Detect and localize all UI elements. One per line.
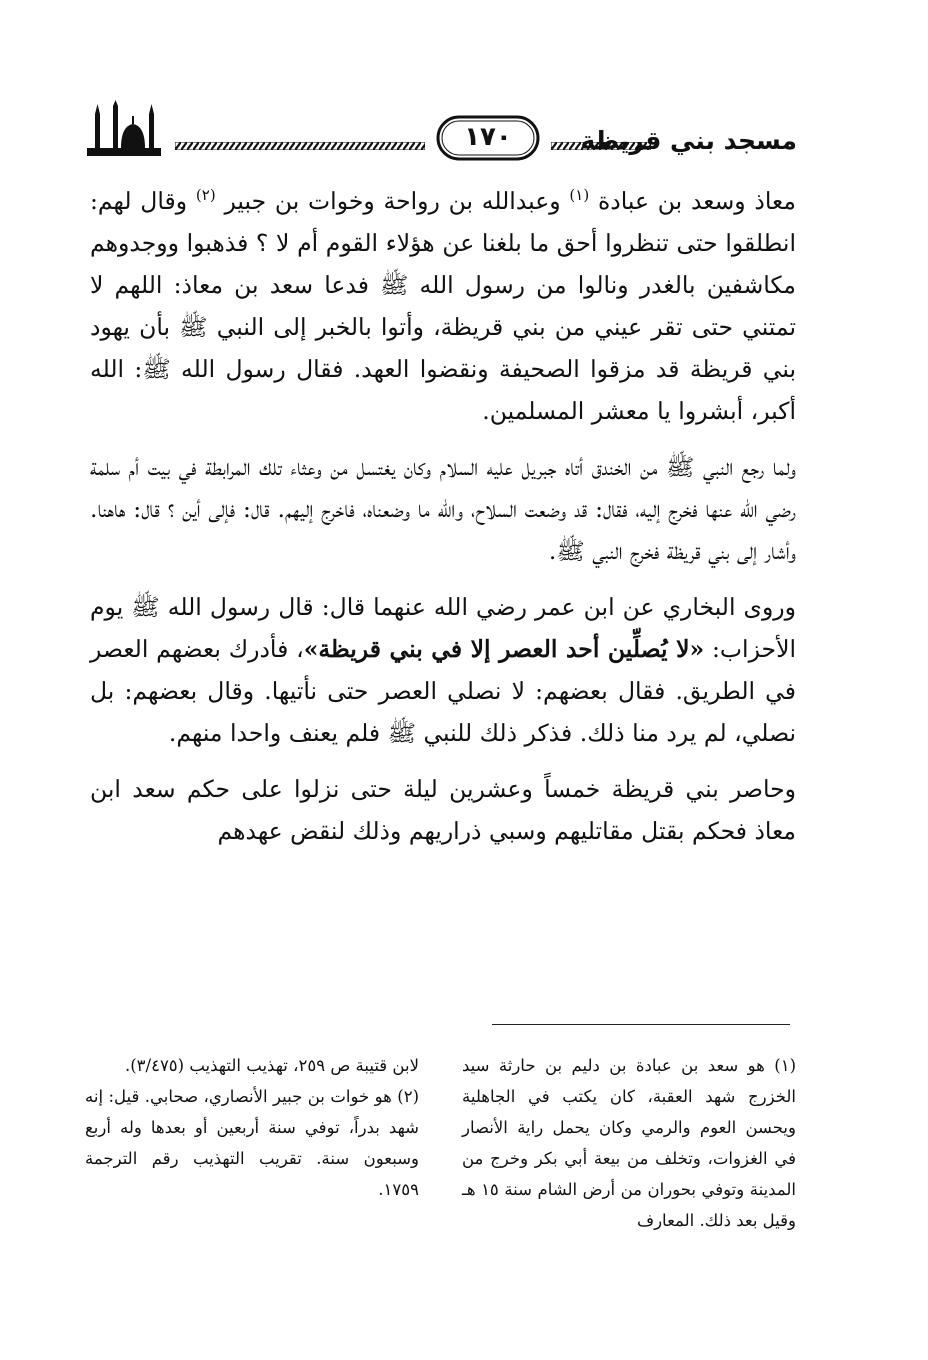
- paragraph-2: ولما رجع النبي ﷺ من الخندق أتاه جبريل عليه السلام وكان يغتسل من وعثاء تلك المرابطة في بيت أم سلمة رضي الله عنها فخرج إليه، فقال: قد وضعت السلاح، والله ما وضعناه، فاخرج إليهم. قال: فإلى أين ؟ قال: هاهنا. وأشار إلى بني قريظة فخرج النبي ﷺ.: [90, 453, 796, 565]
- page-number-frame: [435, 114, 541, 162]
- footnotes-right-column: [462, 1050, 796, 1236]
- footnote-1: (١) هو سعد بن عبادة بن دليم بن حارثة سيد الخزرج شهد العقبة، كان يكتب في الجاهلية ويحسن العوم والرمي وكان يحمل راية الأنصار في الغزوات، وتخلف من بيعة أبي بكر وخرج من المدينة وتوفي بحوران من أرض الشام سنة ١٥ هـ وقيل بعد ذلك. المعارف: [462, 1056, 796, 1230]
- paragraph-1-rest: وقال لهم: انطلقوا حتى تنظروا أحق ما بلغنا عن هؤلاء القوم أم لا ؟ فذهبوا ووجدوهم مكاشفين بالغدر ونالوا من رسول الله ﷺ فدعا سعد بن معاذ: اللهم لا تمتني حتى تقر عيني من بني قريظة، وأتوا بالخبر إلى النبي ﷺ بأن يهود بني قريظة قد مزقوا الصحيفة ونقضوا العهد. فقال رسول الله ﷺ: الله أكبر، أبشروا يا معشر المسلمين.: [90, 187, 796, 425]
- footnote-marker-2: (٢): [195, 186, 216, 205]
- hadith-quote: «لا يُصلِّين أحد العصر إلا في بني قريظة»: [303, 635, 705, 663]
- paragraph-1-start: معاذ وسعد بن عبادة: [597, 187, 796, 215]
- paragraph-4: وحاصر بني قريظة خمساً وعشرين ليلة حتى نزلوا على حكم سعد ابن معاذ فحكم بقتل مقاتليهم وسبي ذراريهم وذلك لنقض عهدهم: [90, 775, 796, 845]
- paragraph-3-rest: ، فأدرك بعضهم العصر في الطريق. فقال بعضهم: لا نصلي العصر حتى نأتيها. وقال بعضهم: بل نصلي، لم يرد منا ذلك. فذكر ذلك للنبي ﷺ فلم يعنف واحدا منهم.: [90, 635, 796, 747]
- footnote-separator: [492, 1024, 790, 1025]
- paragraph-3-intro: وروى البخاري عن ابن عمر رضي الله عنهما قال: قال رسول الله ﷺ يوم الأحزاب:: [90, 593, 796, 663]
- paragraph-1: [90, 180, 796, 432]
- paragraph-1-middle: وعبدالله بن رواحة وخوات بن جبير: [224, 187, 561, 215]
- paragraph-3: [90, 586, 796, 754]
- footnote-1-continuation: لابن قتيبة ص ٢٥٩، تهذيب التهذيب (٣/٤٧٥).: [124, 1056, 419, 1075]
- page-number: ١٧٠: [464, 122, 512, 152]
- footnote-2: (٢) هو خوات بن جبير الأنصاري، صحابي. قيل: إنه شهد بدراً، توفي سنة أربعين أو بعدها وله أربع وسبعون سنة. تقريب التهذيب رقم الترجمة ١٧٥٩.: [85, 1087, 419, 1199]
- running-title: مسجد بني قريظة: [580, 126, 797, 155]
- footnotes-left-column: [85, 1050, 419, 1205]
- page-header: [85, 100, 797, 172]
- main-text: [90, 180, 796, 852]
- mosque-silhouette-icon: [85, 100, 163, 162]
- footnote-marker-1: (١): [569, 186, 590, 205]
- header-rope-divider-left: [175, 142, 425, 150]
